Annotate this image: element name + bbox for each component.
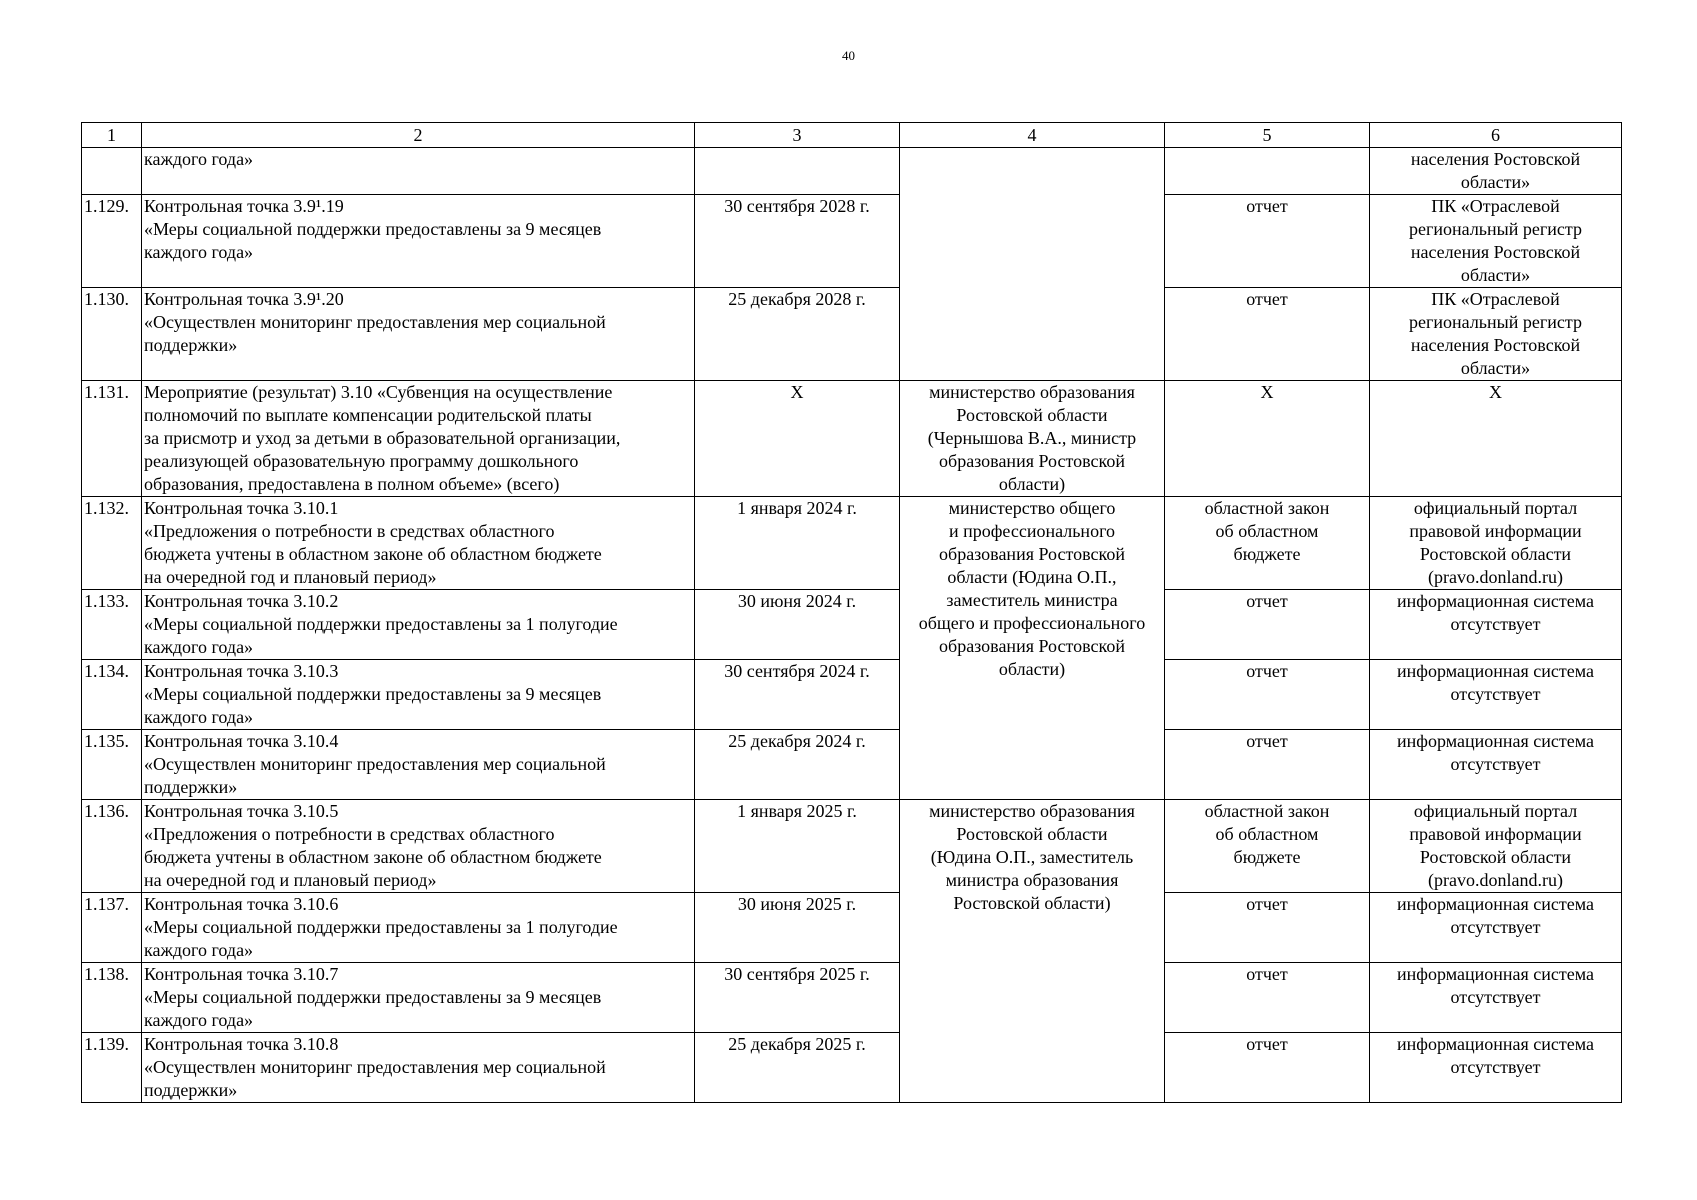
responsible-cell-line: (Юдина О.П., заместитель xyxy=(930,847,1134,867)
row-number-cell: 1.135. xyxy=(82,730,142,800)
description-cell-line: бюджета учтены в областном законе об областном бюджете xyxy=(144,847,602,867)
information-system-cell-line: Х xyxy=(1489,382,1502,402)
control-points-table xyxy=(81,122,1622,1103)
document-type-cell-line: Х xyxy=(1260,382,1274,402)
responsible-cell-line: области) xyxy=(998,474,1066,494)
description-cell-line: «Меры социальной поддержки предоставлены за 9 месяцев xyxy=(144,219,602,239)
document-type-cell-line: отчет xyxy=(1246,894,1288,914)
deadline-cell-line: 25 декабря 2025 г. xyxy=(728,1034,866,1054)
deadline-cell xyxy=(695,590,900,660)
information-system-cell-line: области» xyxy=(1460,358,1531,378)
table-row xyxy=(82,195,1622,288)
description-cell-line: на очередной год и плановый период» xyxy=(144,870,437,890)
information-system-cell xyxy=(1370,800,1622,893)
description-cell-line: «Меры социальной поддержки предоставлены за 1 полугодие xyxy=(144,917,618,937)
column-number: 2 xyxy=(142,123,695,148)
information-system-cell-line: отсутствует xyxy=(1450,684,1541,704)
information-system-cell-line: информационная система xyxy=(1397,731,1594,751)
description-cell xyxy=(142,195,695,288)
table-row xyxy=(82,497,1622,590)
description-cell-line: Контрольная точка 3.10.3 xyxy=(144,661,339,681)
description-cell-line: Контрольная точка 3.10.2 xyxy=(144,591,339,611)
deadline-cell-line: 25 декабря 2024 г. xyxy=(728,731,866,751)
information-system-cell xyxy=(1370,381,1622,497)
responsible-cell-line: министерство образования xyxy=(929,801,1135,821)
information-system-cell xyxy=(1370,288,1622,381)
table-row xyxy=(82,893,1622,963)
information-system-cell-line: Ростовской области xyxy=(1419,544,1572,564)
responsible-cell-line: Ростовской области xyxy=(956,405,1108,425)
deadline-cell xyxy=(695,660,900,730)
deadline-cell-line: 30 июня 2025 г. xyxy=(737,894,857,914)
deadline-cell-line: 30 сентября 2025 г. xyxy=(724,964,870,984)
row-number-cell: 1.134. xyxy=(82,660,142,730)
responsible-cell-line: Ростовской области xyxy=(956,824,1108,844)
row-number-cell xyxy=(82,148,142,195)
responsible-cell-line: (Чернышова В.А., министр xyxy=(927,428,1137,448)
deadline-cell-line: 30 июня 2024 г. xyxy=(737,591,857,611)
description-cell-line: за присмотр и уход за детьми в образовательной организации, xyxy=(144,428,621,448)
information-system-cell-line: информационная система xyxy=(1397,964,1594,984)
description-cell-line: «Осуществлен мониторинг предоставления мер социальной xyxy=(144,312,606,332)
description-cell-line: Контрольная точка 3.10.7 xyxy=(144,964,339,984)
description-cell-line: каждого года» xyxy=(144,637,254,657)
row-number-cell: 1.132. xyxy=(82,497,142,590)
information-system-cell-line: (pravo.donland.ru) xyxy=(1428,870,1563,890)
document-type-cell xyxy=(1165,590,1370,660)
information-system-cell-line: населения Ростовской xyxy=(1410,242,1581,262)
responsible-cell xyxy=(900,381,1165,497)
document-type-cell xyxy=(1165,893,1370,963)
document-type-cell-line: отчет xyxy=(1246,1034,1288,1054)
deadline-cell xyxy=(695,288,900,381)
document-type-cell-line: об областном xyxy=(1215,521,1319,541)
responsible-cell-line: области) xyxy=(998,659,1066,679)
description-cell-line: «Меры социальной поддержки предоставлены за 1 полугодие xyxy=(144,614,618,634)
table-row xyxy=(82,381,1622,497)
responsible-cell-line: министерство образования xyxy=(929,382,1135,402)
information-system-cell-line: области» xyxy=(1460,172,1531,192)
information-system-cell-line: информационная система xyxy=(1397,1034,1594,1054)
information-system-cell-line: ПК «Отраслевой xyxy=(1431,196,1560,216)
description-cell-line: поддержки» xyxy=(144,777,238,797)
information-system-cell xyxy=(1370,195,1622,288)
column-number-row xyxy=(82,123,1622,148)
column-number: 4 xyxy=(900,123,1165,148)
deadline-cell xyxy=(695,800,900,893)
description-cell-line: «Осуществлен мониторинг предоставления мер социальной xyxy=(144,754,606,774)
deadline-cell xyxy=(695,497,900,590)
deadline-cell xyxy=(695,730,900,800)
deadline-cell-line: Х xyxy=(790,382,804,402)
information-system-cell xyxy=(1370,1033,1622,1103)
description-cell-line: «Меры социальной поддержки предоставлены за 9 месяцев xyxy=(144,684,602,704)
description-cell xyxy=(142,497,695,590)
document-type-cell xyxy=(1165,660,1370,730)
information-system-cell xyxy=(1370,963,1622,1033)
row-number-cell: 1.139. xyxy=(82,1033,142,1103)
description-cell xyxy=(142,800,695,893)
deadline-cell xyxy=(695,963,900,1033)
table-row xyxy=(82,730,1622,800)
information-system-cell xyxy=(1370,660,1622,730)
description-cell xyxy=(142,381,695,497)
deadline-cell-line: 30 сентября 2028 г. xyxy=(724,196,870,216)
description-cell-line: на очередной год и плановый период» xyxy=(144,567,437,587)
information-system-cell-line: ПК «Отраслевой xyxy=(1431,289,1560,309)
information-system-cell xyxy=(1370,893,1622,963)
information-system-cell-line: информационная система xyxy=(1397,894,1594,914)
page-number: 40 xyxy=(842,48,855,63)
information-system-cell-line: отсутствует xyxy=(1450,754,1541,774)
description-cell-line: Мероприятие (результат) 3.10 «Субвенция на осуществление xyxy=(144,382,613,402)
information-system-cell-line: области» xyxy=(1460,265,1531,285)
information-system-cell-line: официальный портал xyxy=(1413,801,1578,821)
description-cell-line: «Меры социальной поддержки предоставлены за 9 месяцев xyxy=(144,987,602,1007)
table-row xyxy=(82,963,1622,1033)
information-system-cell xyxy=(1370,148,1622,195)
description-cell-line: Контрольная точка 3.10.8 xyxy=(144,1034,339,1054)
description-cell-line: «Предложения о потребности в средствах областного xyxy=(144,521,555,541)
information-system-cell-line: населения Ростовской xyxy=(1410,149,1581,169)
information-system-cell-line: отсутствует xyxy=(1450,987,1541,1007)
responsible-cell-line: образования Ростовской xyxy=(939,544,1125,564)
deadline-cell-line: 30 сентября 2024 г. xyxy=(724,661,870,681)
responsible-cell xyxy=(900,800,1165,1103)
information-system-cell-line: информационная система xyxy=(1397,661,1594,681)
document-type-cell-line: бюджете xyxy=(1233,544,1301,564)
deadline-cell-line: 25 декабря 2028 г. xyxy=(728,289,866,309)
information-system-cell-line: Ростовской области xyxy=(1419,847,1572,867)
description-cell xyxy=(142,730,695,800)
document-type-cell-line: областной закон xyxy=(1204,498,1330,518)
description-cell-line: каждого года» xyxy=(144,940,254,960)
document-type-cell xyxy=(1165,497,1370,590)
document-type-cell-line: отчет xyxy=(1246,196,1288,216)
deadline-cell xyxy=(695,195,900,288)
description-cell xyxy=(142,1033,695,1103)
document-type-cell xyxy=(1165,800,1370,893)
deadline-cell xyxy=(695,381,900,497)
document-type-cell xyxy=(1165,288,1370,381)
table-row xyxy=(82,1033,1622,1103)
description-cell-line: реализующей образовательную программу дошкольного xyxy=(144,451,579,471)
description-cell-line: поддержки» xyxy=(144,335,238,355)
document-type-cell-line: отчет xyxy=(1246,731,1288,751)
document-type-cell-line: отчет xyxy=(1246,591,1288,611)
document-type-cell-line: областной закон xyxy=(1204,801,1330,821)
responsible-cell-line: министра образования xyxy=(945,870,1119,890)
description-cell xyxy=(142,893,695,963)
document-type-cell xyxy=(1165,1033,1370,1103)
description-cell-line: Контрольная точка 3.10.4 xyxy=(144,731,339,751)
row-number-cell: 1.136. xyxy=(82,800,142,893)
responsible-cell-line: области (Юдина О.П., xyxy=(947,567,1117,587)
row-number-cell: 1.133. xyxy=(82,590,142,660)
document-type-cell xyxy=(1165,963,1370,1033)
document-type-cell-line: бюджете xyxy=(1233,847,1301,867)
document-type-cell-line: отчет xyxy=(1246,289,1288,309)
description-cell-line: «Предложения о потребности в средствах областного xyxy=(144,824,555,844)
description-cell xyxy=(142,660,695,730)
information-system-cell-line: населения Ростовской xyxy=(1410,335,1581,355)
description-cell-line: Контрольная точка 3.9¹.20 xyxy=(144,289,344,309)
information-system-cell-line: официальный портал xyxy=(1413,498,1578,518)
description-cell-line: каждого года» xyxy=(144,707,254,727)
table-row xyxy=(82,660,1622,730)
responsible-cell-line: заместитель министра xyxy=(946,590,1118,610)
document-type-cell xyxy=(1165,381,1370,497)
deadline-cell-line: 1 января 2025 г. xyxy=(737,801,857,821)
description-cell-line: каждого года» xyxy=(144,1010,254,1030)
description-cell-line: каждого года» xyxy=(144,242,254,262)
row-number-cell: 1.130. xyxy=(82,288,142,381)
column-number: 6 xyxy=(1370,123,1622,148)
document-type-cell xyxy=(1165,195,1370,288)
information-system-cell-line: правовой информации xyxy=(1409,521,1582,541)
description-cell-line: каждого года» xyxy=(144,149,254,169)
responsible-cell-line: министерство общего xyxy=(948,498,1116,518)
document-type-cell xyxy=(1165,730,1370,800)
description-cell-line: полномочий по выплате компенсации родительской платы xyxy=(144,405,592,425)
table-row xyxy=(82,590,1622,660)
information-system-cell-line: (pravo.donland.ru) xyxy=(1428,567,1563,587)
responsible-cell xyxy=(900,148,1165,381)
information-system-cell-line: отсутствует xyxy=(1450,614,1541,634)
description-cell-line: Контрольная точка 3.9¹.19 xyxy=(144,196,344,216)
responsible-cell-line: Ростовской области) xyxy=(953,893,1111,913)
description-cell-line: поддержки» xyxy=(144,1080,238,1100)
information-system-cell xyxy=(1370,590,1622,660)
column-number: 3 xyxy=(695,123,900,148)
column-number: 5 xyxy=(1165,123,1370,148)
document-type-cell xyxy=(1165,148,1370,195)
responsible-cell-line: общего и профессионального xyxy=(918,613,1146,633)
column-number: 1 xyxy=(82,123,142,148)
deadline-cell-line: 1 января 2024 г. xyxy=(737,498,857,518)
table-row xyxy=(82,148,1622,195)
information-system-cell-line: региональный регистр xyxy=(1409,219,1582,239)
description-cell-line: Контрольная точка 3.10.5 xyxy=(144,801,339,821)
deadline-cell xyxy=(695,1033,900,1103)
description-cell-line: образования, предоставлена в полном объеме» (всего) xyxy=(144,474,560,494)
information-system-cell xyxy=(1370,730,1622,800)
description-cell xyxy=(142,963,695,1033)
description-cell xyxy=(142,148,695,195)
description-cell xyxy=(142,590,695,660)
information-system-cell-line: информационная система xyxy=(1397,591,1594,611)
information-system-cell-line: региональный регистр xyxy=(1409,312,1582,332)
description-cell-line: Контрольная точка 3.10.1 xyxy=(144,498,339,518)
description-cell-line: бюджета учтены в областном законе об областном бюджете xyxy=(144,544,602,564)
table-body xyxy=(82,123,1622,1103)
row-number-cell: 1.137. xyxy=(82,893,142,963)
information-system-cell-line: правовой информации xyxy=(1409,824,1582,844)
row-number-cell: 1.138. xyxy=(82,963,142,1033)
responsible-cell-line: образования Ростовской xyxy=(939,451,1125,471)
row-number-cell: 1.131. xyxy=(82,381,142,497)
responsible-cell-line: и профессионального xyxy=(948,521,1116,541)
row-number-cell: 1.129. xyxy=(82,195,142,288)
responsible-cell-line: образования Ростовской xyxy=(939,636,1125,656)
document-type-cell-line: отчет xyxy=(1246,661,1288,681)
information-system-cell-line: отсутствует xyxy=(1450,917,1541,937)
description-cell xyxy=(142,288,695,381)
document-type-cell-line: отчет xyxy=(1246,964,1288,984)
responsible-cell xyxy=(900,497,1165,800)
description-cell-line: Контрольная точка 3.10.6 xyxy=(144,894,339,914)
description-cell-line: «Осуществлен мониторинг предоставления мер социальной xyxy=(144,1057,606,1077)
table-row xyxy=(82,288,1622,381)
information-system-cell xyxy=(1370,497,1622,590)
table-row xyxy=(82,800,1622,893)
information-system-cell-line: отсутствует xyxy=(1450,1057,1541,1077)
deadline-cell xyxy=(695,148,900,195)
deadline-cell xyxy=(695,893,900,963)
document-type-cell-line: об областном xyxy=(1215,824,1319,844)
